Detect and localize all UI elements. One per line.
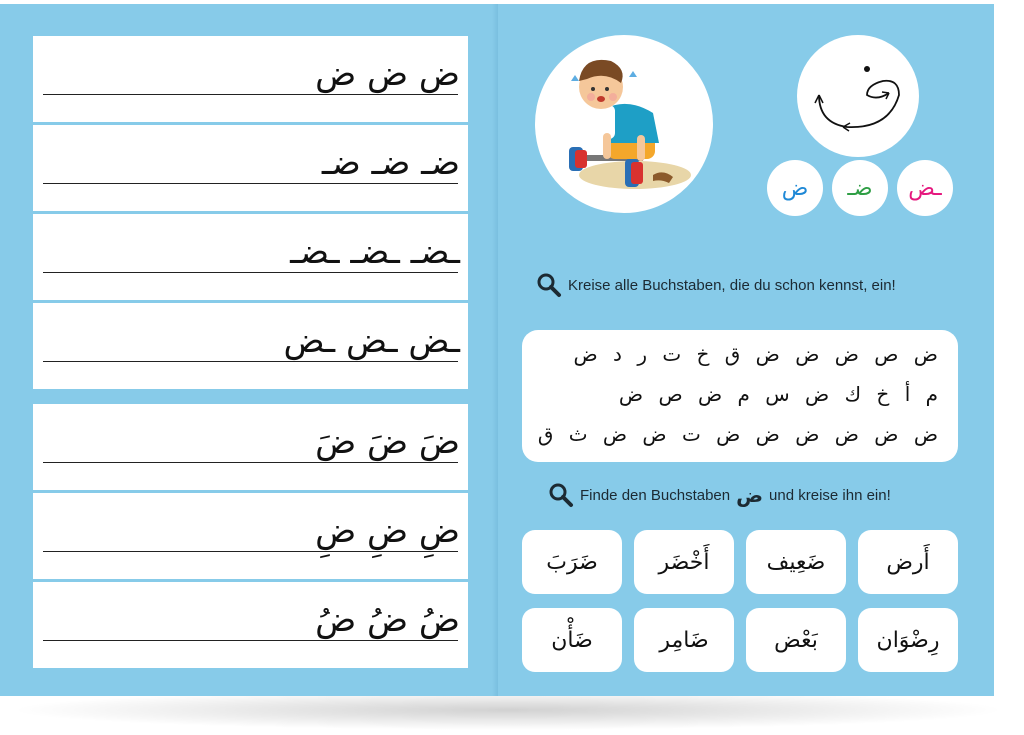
instruction-circle-known (536, 272, 896, 298)
practice-letters: ض ض ض (315, 54, 460, 94)
practice-letters: ضـ ضـ ضـ (321, 143, 460, 183)
practice-letters: ضَ ضَ ضَ (315, 422, 460, 462)
writing-line (43, 272, 458, 273)
writing-line (43, 183, 458, 184)
letter-form-text: ـض (908, 175, 942, 201)
practice-row-2 (33, 125, 468, 211)
practice-row-1 (33, 36, 468, 122)
writing-line (43, 462, 458, 463)
practice-row-5 (33, 404, 468, 490)
practice-letters: ـضـ ـضـ ـضـ (290, 232, 460, 272)
word-card: رِضْوَان (858, 608, 958, 672)
letter-form-final (897, 160, 953, 216)
instruction-text: Kreise alle Buchstaben, die du schon kennst, ein! (568, 276, 896, 294)
instruction-text: Finde den Buchstaben (580, 486, 731, 504)
search-icon (548, 482, 574, 508)
word-card: بَعْض (746, 608, 846, 672)
word-card: أَرض (858, 530, 958, 594)
practice-letters: ضُ ضُ ضُ (315, 600, 460, 640)
letter-form-initial (832, 160, 888, 216)
practice-letters: ضِ ضِ ضِ (315, 511, 460, 551)
letter-grid-row: ض ص ض ض ض ق خ ت ر د ض (573, 342, 938, 366)
practice-row-3 (33, 214, 468, 300)
practice-letters: ـض ـض ـض (283, 321, 460, 361)
word-card: أَخْضَر (634, 530, 734, 594)
letter-grid-row: م أ خ ك ض س م ض ص ض (618, 382, 938, 406)
practice-row-6 (33, 493, 468, 579)
word-card: ضَرَبَ (522, 530, 622, 594)
writing-line (43, 551, 458, 552)
writing-line (43, 94, 458, 95)
instruction-find-letter (548, 482, 891, 508)
letter-form-text: ض (781, 175, 809, 201)
word-card: ضَأْن (522, 608, 622, 672)
book-shadow (8, 690, 1008, 730)
letter-form-isolated (767, 160, 823, 216)
word-card: ضَامِر (634, 608, 734, 672)
practice-row-7 (33, 582, 468, 668)
word-card: ضَعِيف (746, 530, 846, 594)
writing-line (43, 361, 458, 362)
letter-trace-circle (797, 35, 919, 157)
letter-form-text: ضـ (847, 175, 873, 201)
search-icon (536, 272, 562, 298)
letter-trace-arrows (797, 35, 919, 157)
letter-grid-row: ض ض ض ض ض ض ت ض ض ث ق (537, 422, 938, 446)
writing-line (43, 640, 458, 641)
boy-lifting-weights-illustration (535, 35, 713, 213)
practice-row-4 (33, 303, 468, 389)
illustration-circle (535, 35, 713, 213)
letter-grid (522, 330, 958, 462)
instruction-text: und kreise ihn ein! (769, 486, 891, 504)
left-page (0, 4, 498, 696)
instruction-letter: ض (736, 483, 764, 507)
